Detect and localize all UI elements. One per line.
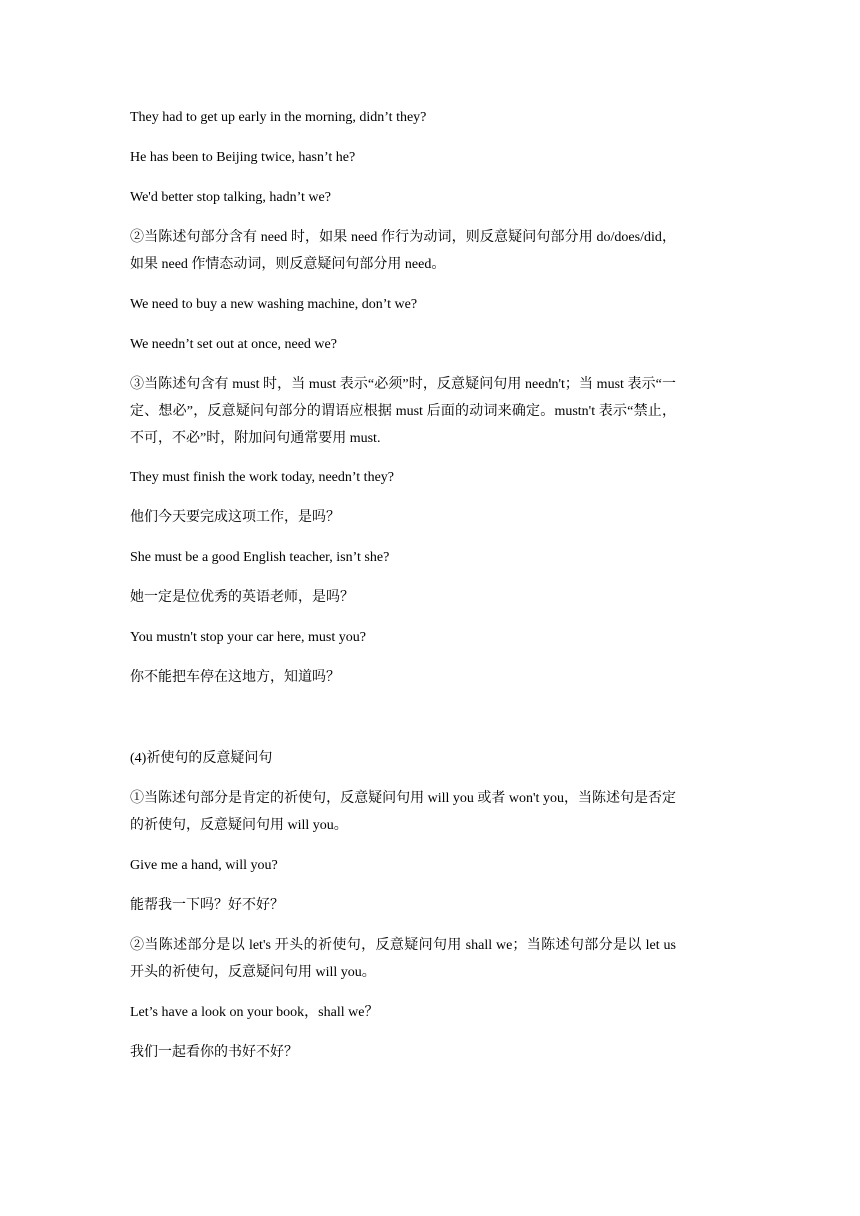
section-heading-imperative: (4)祈使句的反意疑问句 [130,751,273,766]
example-sentence-need-1: We need to buy a new washing machine, don’t we? [130,297,418,312]
example-sentence-must-1: They must finish the work today, needn’t they? [130,470,394,485]
translation-imperative-1: 能帮我一下吗？好不好？ [130,898,284,913]
rule-imperative-2: ②当陈述部分是以 let's 开头的祈使句，反意疑问句用 shall we；当陈述句部分是以 let us 开头的祈使句，反意疑问句用 will you。 [130,938,676,980]
example-sentence-1: They had to get up early in the morning, didn’t they? [130,110,427,125]
example-sentence-3: We'd better stop talking, hadn’t we? [130,190,331,205]
translation-must-1: 他们今天要完成这项工作，是吗？ [130,510,340,525]
rule-must: ③当陈述句含有 must 时，当 must 表示“必须”时，反意疑问句用 needn't；当 must 表示“一定、想必”，反意疑问句部分的谓语应根据 must 后面的动词来确定。mustn't 表示“禁止，不可，不必”时，附加问句通常要用 must. [130,377,676,446]
example-sentence-must-2: She must be a good English teacher, isn’t she? [130,550,390,565]
rule-imperative-1: ①当陈述句部分是肯定的祈使句，反意疑问句用 will you 或者 won't you，当陈述句是否定的祈使句，反意疑问句用 will you。 [130,791,676,833]
translation-must-2: 她一定是位优秀的英语老师，是吗？ [130,590,354,605]
example-sentence-must-3: You mustn't stop your car here, must you? [130,630,366,645]
translation-must-3: 你不能把车停在这地方，知道吗？ [130,670,340,685]
example-sentence-need-2: We needn’t set out at once, need we? [130,337,337,352]
example-sentence-2: He has been to Beijing twice, hasn’t he? [130,150,356,165]
translation-imperative-2: 我们一起看你的书好不好？ [130,1045,298,1060]
example-sentence-imperative-1: Give me a hand, will you? [130,858,278,873]
example-sentence-imperative-2: Let’s have a look on your book，shall we？ [130,1005,379,1020]
rule-need: ②当陈述句部分含有 need 时，如果 need 作行为动词，则反意疑问句部分用 do/does/did，如果 need 作情态动词，则反意疑问句部分用 need。 [130,230,676,272]
